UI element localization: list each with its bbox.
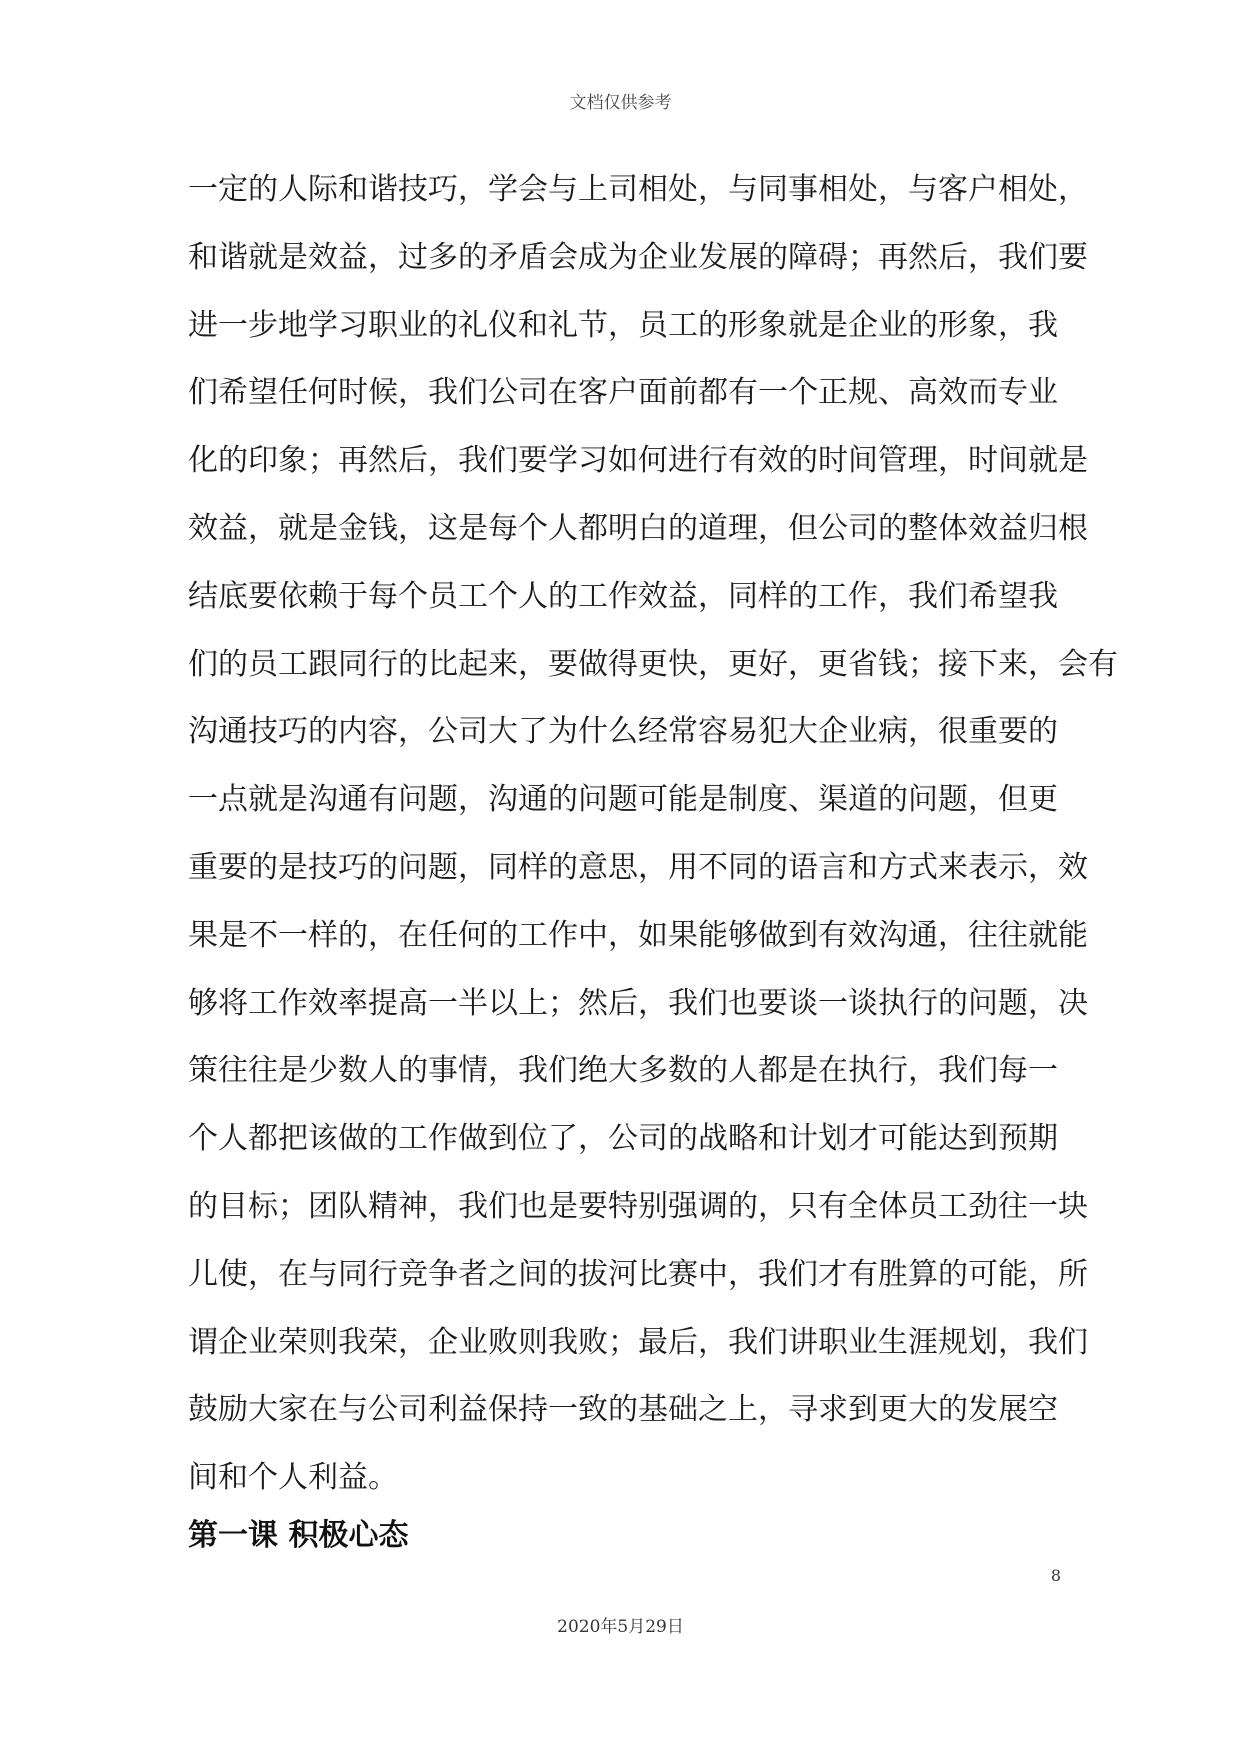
body-line: 沟通技巧的内容，公司大了为什么经常容易犯大企业病，很重要的 — [188, 714, 1058, 750]
body-line: 个人都把该做的工作做到位了，公司的战略和计划才可能达到预期 — [188, 1121, 1058, 1157]
body-paragraph — [188, 156, 1118, 1512]
page-footer-date: 2020年5月29日 — [557, 1617, 684, 1637]
body-line: 鼓励大家在与公司利益保持一致的基础之上，寻求到更大的发展空 — [188, 1392, 1058, 1428]
body-line: 们的员工跟同行的比起来，要做得更快，更好，更省钱；接下来，会有 — [188, 646, 1118, 682]
body-line: 谓企业荣则我荣，企业败则我败；最后，我们讲职业生涯规划，我们 — [188, 1324, 1088, 1360]
body-line: 的目标；团队精神，我们也是要特别强调的，只有全体员工劲往一块 — [188, 1188, 1088, 1224]
body-line: 够将工作效率提高一半以上；然后，我们也要谈一谈执行的问题，决 — [188, 985, 1088, 1021]
body-line: 化的印象；再然后，我们要学习如何进行有效的时间管理，时间就是 — [188, 443, 1088, 479]
page-number: 8 — [1050, 1566, 1061, 1585]
body-line: 结底要依赖于每个员工个人的工作效益，同样的工作，我们希望我 — [188, 578, 1058, 614]
page-header: 文档仅供参考 — [569, 93, 672, 113]
body-line: 策往往是少数人的事情，我们绝大多数的人都是在执行，我们每一 — [188, 1053, 1058, 1089]
body-line: 间和个人利益。 — [188, 1460, 398, 1496]
section-heading: 第一课 积极心态 — [188, 1518, 409, 1553]
body-line: 一点就是沟通有问题，沟通的问题可能是制度、渠道的问题，但更 — [188, 782, 1058, 818]
body-line: 和谐就是效益，过多的矛盾会成为企业发展的障碍；再然后，我们要 — [188, 239, 1088, 275]
body-line: 效益，就是金钱，这是每个人都明白的道理，但公司的整体效益归根 — [188, 510, 1088, 546]
body-line: 进一步地学习职业的礼仪和礼节，员工的形象就是企业的形象，我 — [188, 307, 1058, 343]
body-line: 一定的人际和谐技巧，学会与上司相处，与同事相处，与客户相处， — [188, 172, 1088, 207]
body-line: 们希望任何时候，我们公司在客户面前都有一个正规、高效而专业 — [188, 375, 1058, 411]
body-line: 重要的是技巧的问题，同样的意思，用不同的语言和方式来表示，效 — [188, 849, 1088, 885]
body-line: 儿使，在与同行竞争者之间的拔河比赛中，我们才有胜算的可能，所 — [188, 1256, 1088, 1292]
body-line: 果是不一样的，在任何的工作中，如果能够做到有效沟通，往往就能 — [188, 917, 1088, 953]
